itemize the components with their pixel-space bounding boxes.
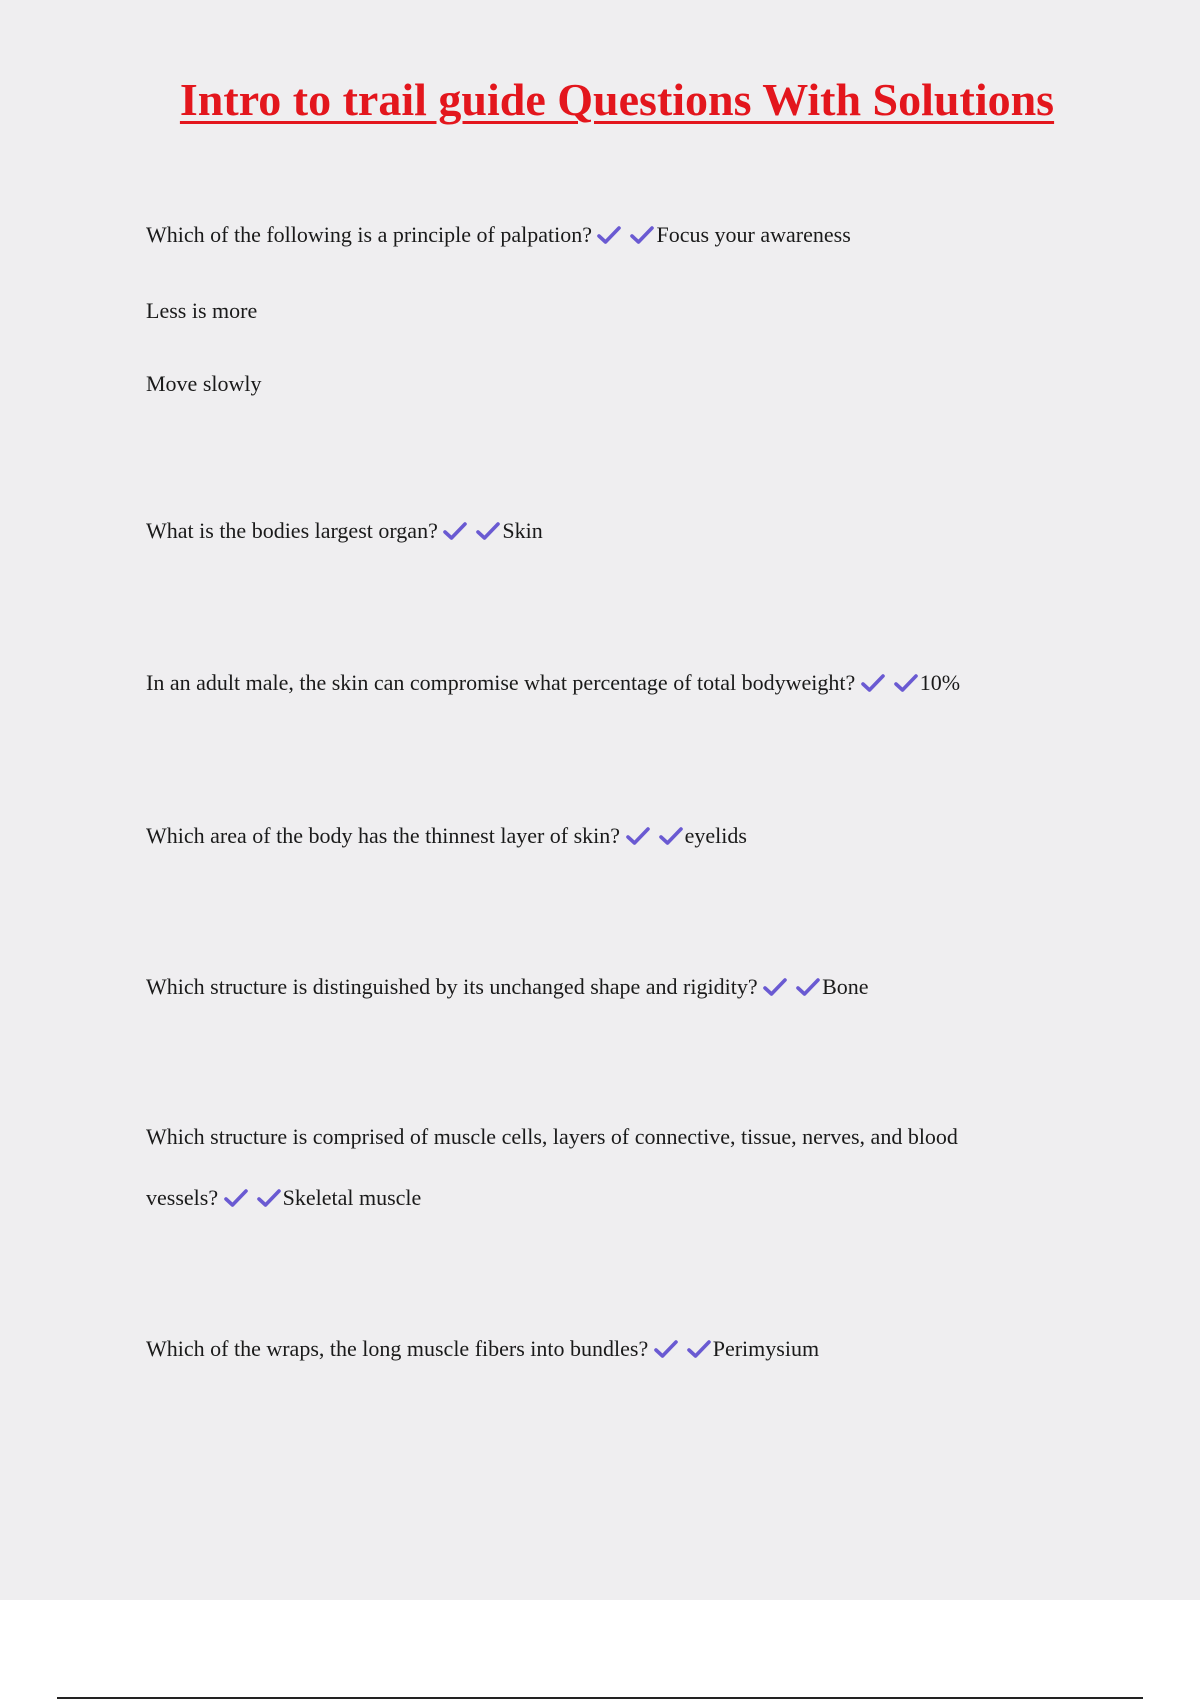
question-text-line: Which structure is comprised of muscle cells, layers of connective, tissue, nerves, and blood xyxy=(146,1124,958,1149)
check-icon xyxy=(894,673,918,693)
check-icon xyxy=(861,673,885,693)
answer-text: Skeletal muscle xyxy=(282,1185,422,1210)
check-icon xyxy=(654,1339,678,1359)
check-icon xyxy=(443,521,467,541)
question-text: In an adult male, the skin can compromise what percentage of total bodyweight? xyxy=(146,670,856,695)
check-icon xyxy=(687,1339,711,1359)
question-answer-line xyxy=(146,972,869,1002)
answer-text: Perimysium xyxy=(712,1336,820,1361)
question-text: What is the bodies largest organ? xyxy=(146,518,438,543)
check-icon xyxy=(224,1188,248,1208)
question-answer-line xyxy=(146,516,543,546)
answer-extra-line: Less is more xyxy=(146,298,258,323)
answer-text: eyelids xyxy=(684,823,747,848)
check-icon xyxy=(257,1188,281,1208)
question-text: Which structure is distinguished by its unchanged shape and rigidity? xyxy=(146,974,758,999)
question-answer-line xyxy=(146,1334,819,1364)
question-answer-line xyxy=(146,1183,421,1213)
check-icon xyxy=(763,977,787,997)
check-icon xyxy=(630,225,654,245)
question-answer-line xyxy=(146,668,960,698)
check-icon xyxy=(597,225,621,245)
page-divider xyxy=(57,1697,1143,1699)
question-text: vessels? xyxy=(146,1185,219,1210)
answer-extra-line: Move slowly xyxy=(146,371,262,396)
answer-text: Bone xyxy=(822,974,869,999)
question-answer-line xyxy=(146,220,851,250)
check-icon xyxy=(659,826,683,846)
answer-text: Skin xyxy=(502,518,543,543)
check-icon xyxy=(796,977,820,997)
check-icon xyxy=(476,521,500,541)
document-title: Intro to trail guide Questions With Solutions xyxy=(179,74,1055,125)
question-text: Which area of the body has the thinnest layer of skin? xyxy=(146,823,621,848)
answer-text: 10% xyxy=(919,670,961,695)
question-text: Which of the following is a principle of palpation? xyxy=(146,222,592,247)
question-text: Which of the wraps, the long muscle fibers into bundles? xyxy=(146,1336,649,1361)
answer-text: Focus your awareness xyxy=(656,222,851,247)
question-answer-line xyxy=(146,821,747,851)
check-icon xyxy=(626,826,650,846)
